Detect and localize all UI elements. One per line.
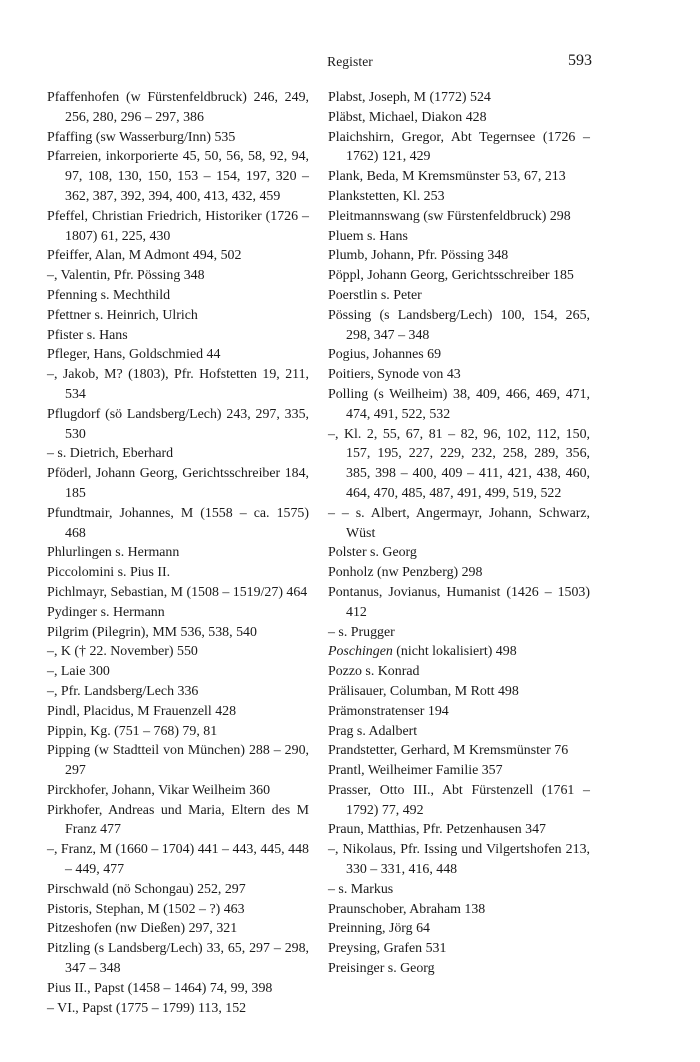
index-entry [47,128,309,148]
index-entry-text: Phlurlingen s. Hermann [47,545,180,561]
index-entry [47,246,309,266]
index-entry-text: –, Franz, M (1660 – 1704) 441 – 443, 445, 448 – 449, 477 [47,842,309,878]
index-entry [328,227,590,247]
index-entry-text: Pozzo s. Konrad [328,664,420,680]
running-head-title: Register [327,54,373,69]
index-entry-text: Pfarreien, inkorporierte 45, 50, 56, 58, 92, 94, 97, 108, 130, 150, 153 – 154, 197, 320 – 362, 387, 392, 394, 400, 413, 432, 459 [47,149,309,204]
index-entry-text: Praun, Matthias, Pfr. Petzenhausen 347 [328,822,546,838]
index-entry-text: Pflugdorf (sö Landsberg/Lech) 243, 297, 335, 530 [47,406,309,442]
index-entry-text: Pogius, Johannes 69 [328,347,442,363]
index-entry-text: Pfister s. Hans [47,327,128,343]
index-entry [47,504,309,544]
index-entry-text: – – s. Albert, Angermayr, Johann, Schwarz, Wüst [328,505,590,541]
index-entry [328,266,590,286]
index-entry-text: – s. Dietrich, Eberhard [47,446,174,462]
index-entry [328,900,590,920]
index-entry [328,583,590,623]
index-entry [328,682,590,702]
index-entry-text: –, Nikolaus, Pfr. Issing und Vilgertshofen 213, 330 – 331, 416, 448 [328,842,590,878]
index-entry-text: Preinning, Jörg 64 [328,921,430,937]
index-entry-text: Pfettner s. Heinrich, Ulrich [47,307,198,323]
index-entry-text: Pippin, Kg. (751 – 768) 79, 81 [47,723,218,739]
index-entry [47,801,309,841]
index-entry [47,662,309,682]
index-entry-text: Poerstlin s. Peter [328,287,422,303]
index-entry [328,939,590,959]
index-entry-text: Piccolomini s. Pius II. [47,565,171,581]
index-entry-text: Polling (s Weilheim) 38, 409, 466, 469, 471, 474, 491, 522, 532 [328,386,590,422]
index-entry [47,840,309,880]
index-entry [328,840,590,880]
index-column-right [328,88,590,979]
index-entry [328,623,590,643]
index-entry-text: Prasser, Otto III., Abt Fürstenzell (1761 – 1792) 77, 492 [328,782,590,818]
index-entry-text: Pössing (s Landsberg/Lech) 100, 154, 265, 298, 347 – 348 [328,307,590,343]
index-entry-text: – s. Prugger [328,624,395,640]
index-entry-text: Prämonstratenser 194 [328,703,449,719]
index-entry-text: Ponholz (nw Penzberg) 298 [328,565,483,581]
index-entry [328,385,590,425]
index-entry [328,919,590,939]
index-entry-text: Plabst, Joseph, M (1772) 524 [328,90,491,105]
running-head [0,52,700,72]
index-entry-text: Preisinger s. Georg [328,961,435,977]
index-entry [47,306,309,326]
index-entry [328,286,590,306]
index-entry-text: Pläbst, Michael, Diakon 428 [328,109,487,125]
index-entry-text: Pleitmannswang (sw Fürstenfeldbruck) 298 [328,208,571,224]
index-entry-text: –, Pfr. Landsberg/Lech 336 [47,683,199,699]
index-entry-text: Pfleger, Hans, Goldschmied 44 [47,347,221,363]
index-entry [328,88,590,108]
index-entry-text: Prandstetter, Gerhard, M Kremsmünster 76 [328,743,569,759]
index-entry-text: Pitzling (s Landsberg/Lech) 33, 65, 297 – 298, 347 – 348 [47,941,309,977]
index-entry-text: Pontanus, Jovianus, Humanist (1426 – 1503) 412 [328,584,590,620]
index-entry [47,444,309,464]
index-entry [328,108,590,128]
index-entry [328,642,590,662]
index-entry-text: Pfeffel, Christian Friedrich, Historiker (1726 – 1807) 61, 225, 430 [47,208,309,244]
index-entry-text: Pfeiffer, Alan, M Admont 494, 502 [47,248,242,264]
index-entry-text: Plaichshirn, Gregor, Abt Tegernsee (1726 – 1762) 121, 429 [328,129,590,165]
index-entry-text: Poschingen (nicht lokalisiert) 498 [328,644,517,660]
index-entry-text: Pius II., Papst (1458 – 1464) 74, 99, 398 [47,980,273,996]
index-entry-text: –, Valentin, Pfr. Pössing 348 [47,268,205,284]
index-entry [328,880,590,900]
index-entry-text: – s. Markus [328,881,394,897]
index-entry [47,266,309,286]
index-entry [328,187,590,207]
index-entry-text: Pöppl, Johann Georg, Gerichtsschreiber 185 [328,268,574,284]
index-entry-text: Plank, Beda, M Kremsmünster 53, 67, 213 [328,169,566,185]
index-entry [328,365,590,385]
index-entry-text: Plumb, Johann, Pfr. Pössing 348 [328,248,509,264]
index-entry-text: Pluem s. Hans [328,228,408,244]
index-entry [47,603,309,623]
index-entry [328,345,590,365]
index-entry [47,623,309,643]
index-entry-text: Pirschwald (nö Schongau) 252, 297 [47,881,246,897]
index-entry [328,761,590,781]
index-entry-text: Pfaffing (sw Wasserburg/Inn) 535 [47,129,236,145]
index-entry [328,959,590,979]
index-entry-text: Pipping (w Stadtteil von München) 288 – 290, 297 [47,743,309,779]
index-entry [47,583,309,603]
index-entry [328,504,590,544]
index-entry-text: Praunschober, Abraham 138 [328,901,486,917]
index-entry [328,563,590,583]
index-entry-text: Pfaffenhofen (w Fürstenfeldbruck) 246, 249, 256, 280, 296 – 297, 386 [47,90,309,125]
index-entry [328,128,590,168]
index-entry [47,147,309,206]
index-entry [47,286,309,306]
index-entry [47,900,309,920]
index-entry-text: Pitzeshofen (nw Dießen) 297, 321 [47,921,238,937]
index-entry-text: –, Kl. 2, 55, 67, 81 – 82, 96, 102, 112, 150, 157, 195, 227, 229, 232, 258, 289, 356, 385, 398 – 400, 409 – 411, 421, 438, 460, 464, 470, 485, 487, 491, 499, 519, 522 [328,426,590,501]
index-entry [47,702,309,722]
index-entry [328,425,590,504]
index-entry-text: Prantl, Weilheimer Familie 357 [328,763,503,779]
index-entry [47,326,309,346]
index-entry [47,741,309,781]
index-entry [47,682,309,702]
index-entry-text: Preysing, Grafen 531 [328,941,447,957]
index-entry [328,820,590,840]
index-entry-text: – VI., Papst (1775 – 1799) 113, 152 [47,1000,247,1016]
index-entry [47,405,309,445]
index-entry-text: Pilgrim (Pilegrin), MM 536, 538, 540 [47,624,257,640]
index-entry [47,563,309,583]
index-entry [328,741,590,761]
index-entry [328,722,590,742]
index-entry [328,167,590,187]
index-entry [47,979,309,999]
index-entry [47,88,309,128]
index-entry [47,543,309,563]
index-entry-text: Pföderl, Johann Georg, Gerichtsschreiber 184, 185 [47,466,309,501]
index-entry-text: Pirkhofer, Andreas und Maria, Eltern des M Franz 477 [47,802,309,838]
index-entry [47,207,309,247]
index-entry-text: Prälisauer, Columban, M Rott 498 [328,683,519,699]
index-entry [47,939,309,979]
index-entry-text: Pirckhofer, Johann, Vikar Weilheim 360 [47,782,271,798]
index-entry [47,781,309,801]
index-entry [328,207,590,227]
index-entry-text: Pichlmayr, Sebastian, M (1508 – 1519/27) 464 [47,584,308,600]
index-entry [47,999,309,1019]
index-entry-text: –, Jakob, M? (1803), Pfr. Hofstetten 19, 211, 534 [47,367,309,402]
index-entry [47,464,309,504]
index-entry-text: Prag s. Adalbert [328,723,418,739]
index-entry [47,642,309,662]
index-entry-text: –, Laie 300 [47,664,110,680]
index-entry [328,702,590,722]
page-number: 593 [568,52,592,69]
index-entry [328,662,590,682]
index-entry [47,722,309,742]
index-entry [47,365,309,405]
index-entry [328,543,590,563]
index-entry [328,246,590,266]
index-entry [47,919,309,939]
index-column-left [47,88,309,1018]
index-entry-text: Pindl, Placidus, M Frauenzell 428 [47,703,237,719]
index-entry-text: Pistoris, Stephan, M (1502 – ?) 463 [47,901,245,917]
index-entry-text: Pydinger s. Hermann [47,604,165,620]
index-entry [328,781,590,821]
index-entry-text: –, K († 22. November) 550 [47,644,198,660]
index-entry-text: Polster s. Georg [328,545,417,561]
index-entry-text: Pfenning s. Mechthild [47,287,171,303]
index-entry [47,345,309,365]
index-entry [328,306,590,346]
index-entry-text: Poitiers, Synode von 43 [328,367,461,383]
index-entry [47,880,309,900]
index-entry-text: Pfundtmair, Johannes, M (1558 – ca. 1575) 468 [47,505,309,541]
index-entry-text: Plankstetten, Kl. 253 [328,188,445,204]
